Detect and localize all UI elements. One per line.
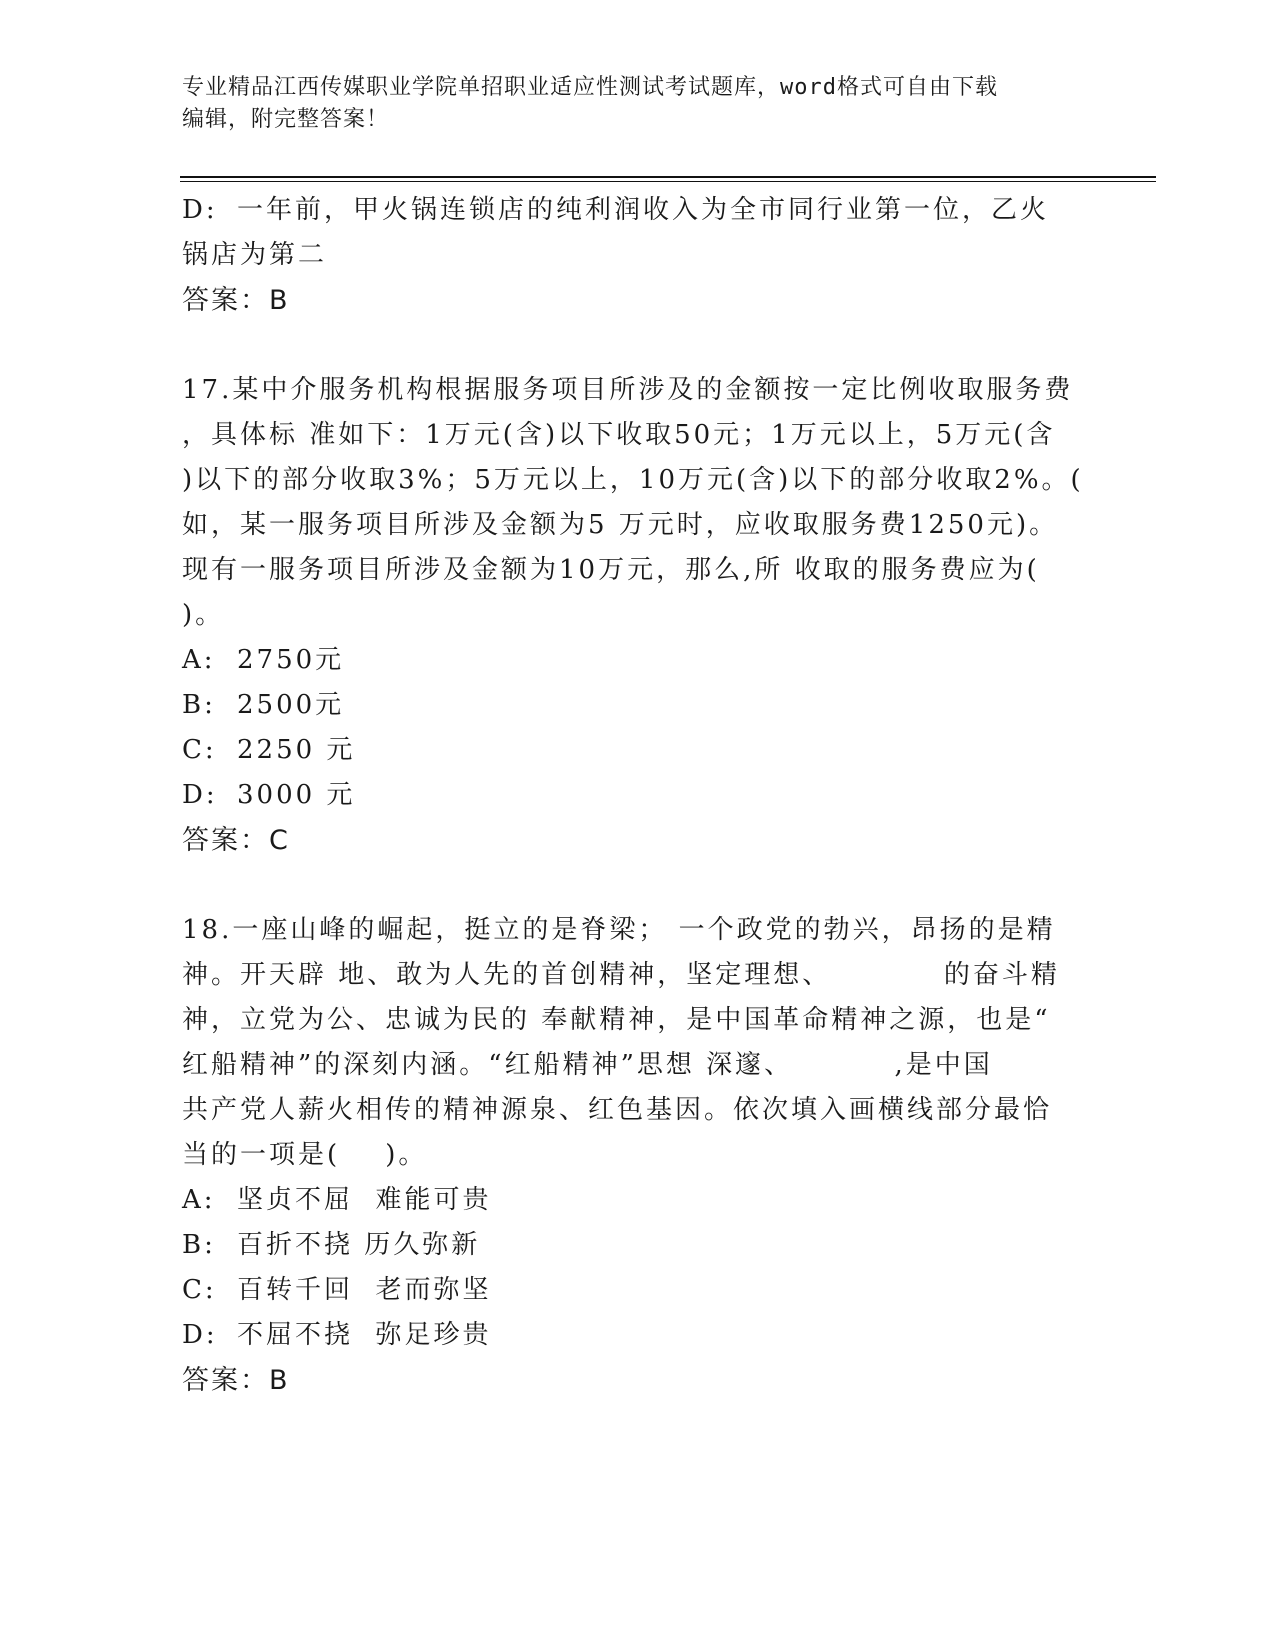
q17-stem-line: )以下的部分收取3%；5万元以上，10万元(含)以下的部分收取2%。(	[182, 465, 1084, 495]
spacer	[182, 863, 1082, 908]
q18-stem-line: 18.一座山峰的崛起，挺立的是脊梁； 一个政党的勃兴，昂扬的是精	[182, 915, 1056, 945]
q18-answer: 答案：B	[182, 1365, 290, 1396]
option-text: 百折不挠 历久弥新	[237, 1230, 481, 1260]
q18-option-a	[182, 1178, 1082, 1223]
q17-option-c	[182, 728, 1082, 773]
q18-option-d	[182, 1313, 1082, 1358]
prev-answer: 答案：B	[182, 285, 290, 316]
prev-option-d-text-line2: 锅店为第二	[182, 240, 328, 270]
option-text: 2750元	[237, 645, 345, 675]
q18-stem-line: 当的一项是( )。	[182, 1140, 428, 1170]
option-text: 3000 元	[237, 780, 356, 810]
option-label: C:	[182, 1275, 217, 1305]
header-line-1: 专业精品江西传媒职业学院单招职业适应性测试考试题库，word格式可自由下载	[182, 75, 998, 100]
q17-option-b	[182, 683, 1082, 728]
q17-stem-line: 如，某一服务项目所涉及金额为5 万元时，应收取服务费1250元)。	[182, 510, 1059, 540]
option-label: B:	[182, 1230, 216, 1260]
q17-stem-line: 现有一服务项目所涉及金额为10万元，那么,所 收取的服务费应为(	[182, 555, 1040, 585]
q17-option-d	[182, 773, 1082, 818]
option-text: 2500元	[237, 690, 345, 720]
document-body	[182, 188, 1082, 1403]
option-label: B:	[182, 690, 216, 720]
spacer	[182, 323, 1082, 368]
option-text: 坚贞不屈 难能可贵	[237, 1185, 492, 1215]
header-divider-thick	[180, 176, 1156, 178]
header-line-2: 编辑，附完整答案！	[182, 107, 390, 132]
option-label: A:	[182, 1185, 216, 1215]
q18-stem-line: 红船精神”的深刻内涵。“红船精神”思想 深邃、 ,是中国	[182, 1050, 993, 1080]
option-label: A:	[182, 645, 216, 675]
question-17	[182, 368, 1082, 863]
option-label: D:	[182, 780, 218, 810]
q17-stem-line: ，具体标 准如下：1万元(含)以下收取50元；1万元以上，5万元(含	[182, 420, 1056, 450]
option-label: D:	[182, 1320, 218, 1350]
option-text: 2250 元	[237, 735, 356, 765]
q18-option-c	[182, 1268, 1082, 1313]
prev-option-d-text-line1: 一年前，甲火锅连锁店的纯利润收入为全市同行业第一位，乙火	[237, 195, 1050, 225]
q18-stem-line: 共产党人薪火相传的精神源泉、红色基因。依次填入画横线部分最恰	[182, 1095, 1053, 1125]
q18-option-b	[182, 1223, 1082, 1268]
q17-answer: 答案：C	[182, 825, 290, 856]
q18-stem-line: 神，立党为公、忠诚为民的 奉献精神，是中国革命精神之源，也是“	[182, 1005, 1051, 1035]
option-label: C:	[182, 735, 217, 765]
q17-option-a	[182, 638, 1082, 683]
prev-option-d	[182, 188, 1082, 233]
option-text: 百转千回 老而弥坚	[237, 1275, 492, 1305]
question-18	[182, 908, 1082, 1403]
q17-stem-line: )。	[182, 600, 225, 630]
q18-stem-line: 神。开天辟 地、敢为人先的首创精神，坚定理想、 的奋斗精	[182, 960, 1060, 990]
option-text: 不屈不挠 弥足珍贵	[237, 1320, 492, 1350]
q17-stem-line: 17.某中介服务机构根据服务项目所涉及的金额按一定比例收取服务费	[182, 375, 1074, 405]
header-divider-thin	[180, 181, 1156, 182]
document-header	[182, 72, 1062, 136]
prev-option-d-label: D:	[182, 195, 218, 225]
